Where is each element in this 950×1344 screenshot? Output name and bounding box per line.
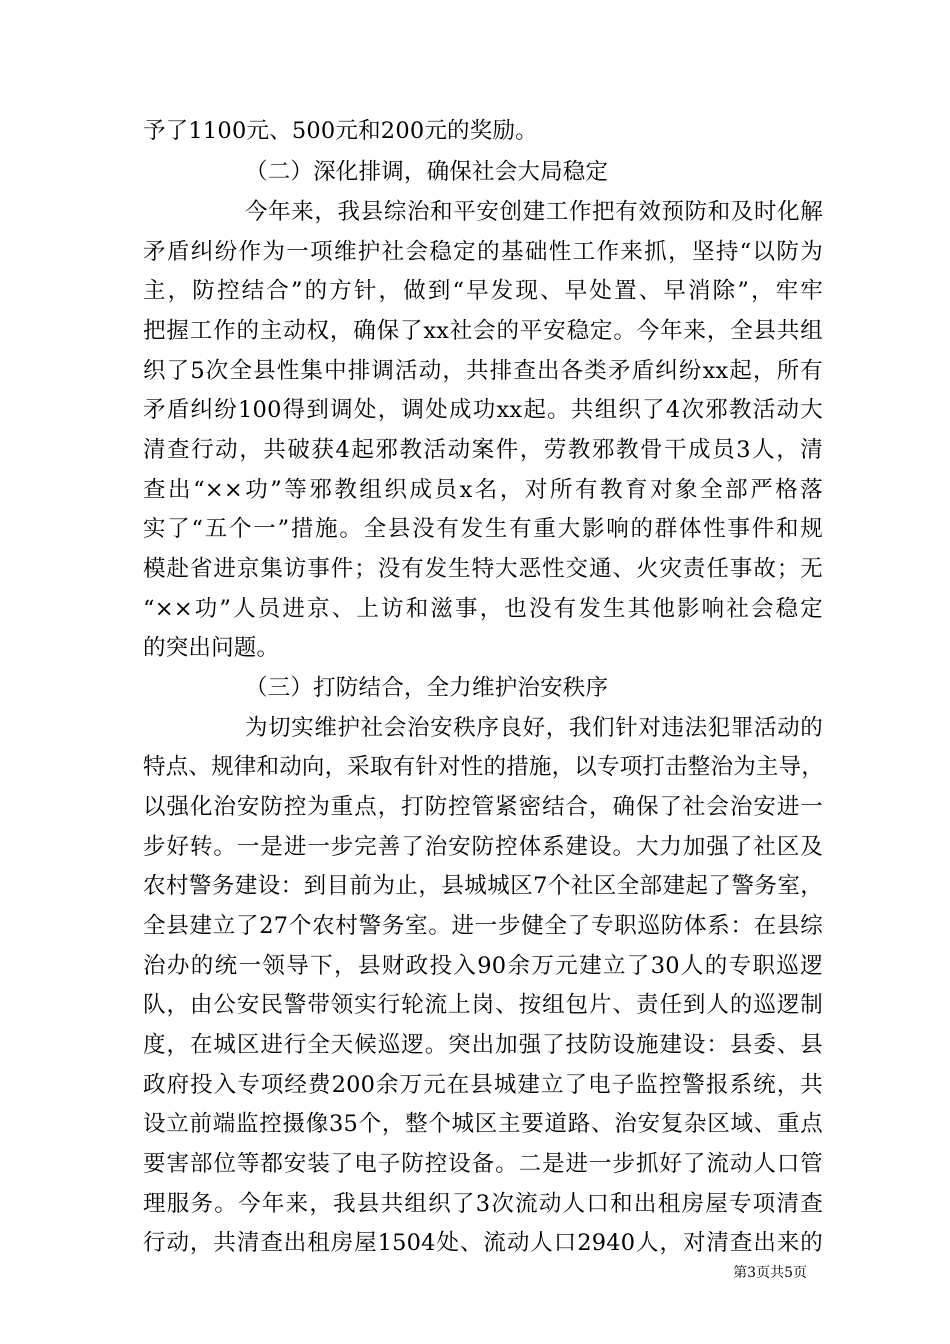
text-line-17: 特点、规律和动向，采取有针对性的措施，以专项打击整治为主导， [143, 754, 825, 780]
text-line-26: 设立前端监控摄像35个，整个城区主要道路、治安复杂区域、重点 [143, 1111, 823, 1137]
text-line-18: 以强化治安防控为重点，打防控管紧密结合，确保了社会治安进一 [143, 794, 823, 820]
text-line-14: 的突出问题。 [143, 635, 280, 661]
section-heading-2: （二）深化排调，确保社会大局稳定 [245, 159, 609, 185]
text-line-23: 队，由公安民警带领实行轮流上岗、按组包片、责任到人的巡逻制 [143, 992, 823, 1018]
text-line-27: 要害部位等都安装了电子防控设备。二是进一步抓好了流动人口管 [143, 1151, 823, 1177]
text-line-10: 查出“××功”等邪教组织成员x名，对所有教育对象全部严格落 [143, 477, 823, 503]
text-line-12: 模赴省进京集访事件；没有发生特大恶性交通、火灾责任事故；无 [143, 556, 823, 582]
text-line-11: 实了“五个一”措施。全县没有发生有重大影响的群体性事件和规 [143, 516, 823, 542]
text-line-5: 主，防控结合”的方针，做到“早发现、早处置、早消除”，牢牢 [143, 278, 823, 304]
section-heading-3: （三）打防结合，全力维护治安秩序 [245, 675, 609, 701]
text-line-24: 度，在城区进行全天候巡逻。突出加强了技防设施建设：县委、县 [143, 1032, 823, 1058]
text-line-28: 理服务。今年来，我县共组织了3次流动人口和出租房屋专项清查 [143, 1191, 823, 1217]
text-line-7: 织了5次全县性集中排调活动，共排查出各类矛盾纠纷xx起，所有 [143, 358, 823, 384]
text-line-16: 为切实维护社会治安秩序良好，我们针对违法犯罪活动的 [245, 715, 823, 741]
text-line-25: 政府投入专项经费200余万元在县城建立了电子监控警报系统，共 [143, 1072, 823, 1098]
text-line-13: “××功”人员进京、上访和滋事，也没有发生其他影响社会稳定 [143, 596, 823, 622]
text-line-6: 把握工作的主动权，确保了xx社会的平安稳定。今年来，全县共组 [143, 318, 823, 344]
text-line-21: 全县建立了27个农村警务室。进一步健全了专职巡防体系：在县综 [143, 913, 823, 939]
page-number-footer: 第3页共5页 [733, 1265, 807, 1281]
text-line-29: 行动，共清查出租房屋1504处、流动人口2940人，对清查出来的 [143, 1230, 823, 1256]
text-line-9: 清查行动，共破获4起邪教活动案件，劳教邪教骨干成员3人，清 [143, 437, 823, 463]
text-line-4: 矛盾纠纷作为一项维护社会稳定的基础性工作来抓，坚持“以防为 [143, 239, 823, 265]
text-line-1: 予了1100元、500元和200元的奖励。 [143, 118, 538, 144]
text-line-8: 矛盾纠纷100得到调处，调处成功xx起。共组织了4次邪教活动大 [143, 397, 823, 423]
text-line-19: 步好转。一是进一步完善了治安防控体系建设。大力加强了社区及 [143, 834, 823, 860]
text-line-22: 治办的统一领导下，县财政投入90余万元建立了30人的专职巡逻 [143, 953, 823, 979]
text-line-3: 今年来，我县综治和平安创建工作把有效预防和及时化解 [245, 199, 823, 225]
text-line-20: 农村警务建设：到目前为止，县城城区7个社区全部建起了警务室， [143, 873, 823, 899]
